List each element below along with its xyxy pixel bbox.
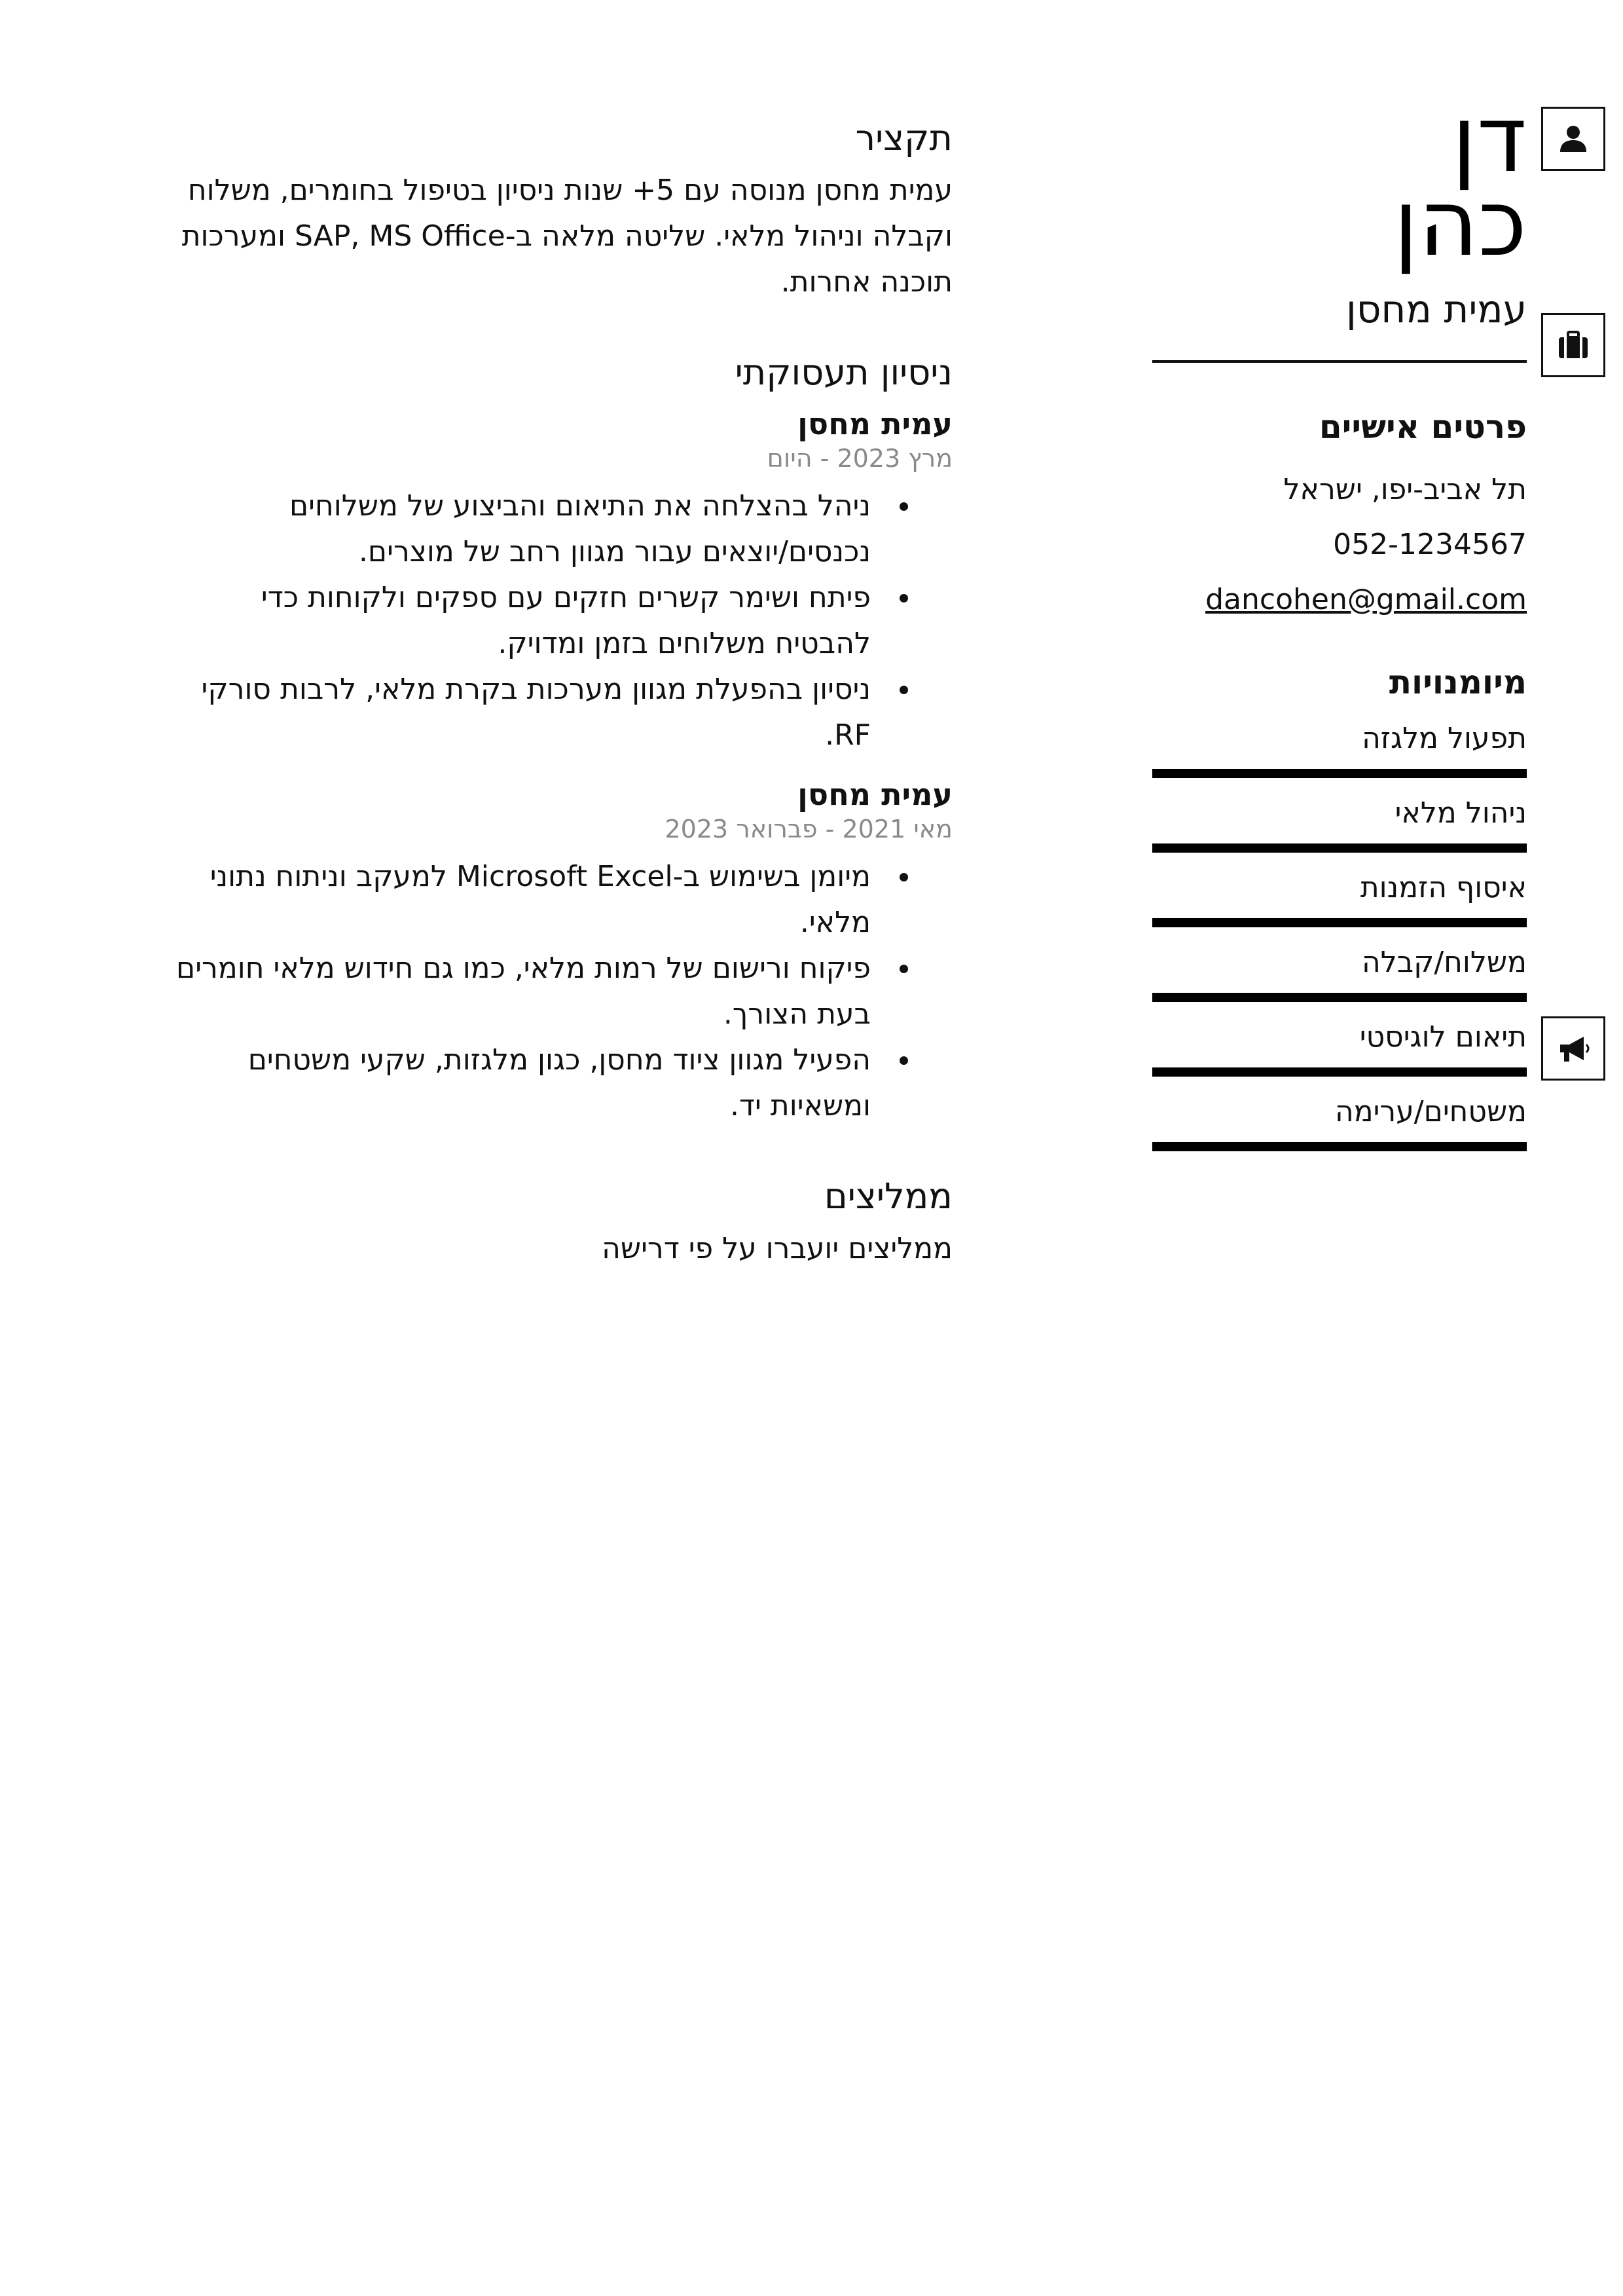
briefcase-icon bbox=[1541, 313, 1605, 377]
first-name: דן bbox=[1451, 86, 1527, 193]
skill-level-bar bbox=[1152, 1142, 1527, 1151]
skill-item bbox=[1152, 870, 1527, 927]
personal-details-heading: פרטים אישיים bbox=[1319, 408, 1527, 446]
references-heading: ממליצים bbox=[824, 1176, 953, 1217]
sidebar bbox=[1152, 86, 1527, 1151]
job-bullet: ניסיון בהפעלת מגוון מערכות בקרת מלאי, לרבות סורקי RF. bbox=[164, 667, 953, 758]
skill-label: ניהול מלאי bbox=[1395, 796, 1527, 830]
skill-item bbox=[1152, 1094, 1527, 1151]
skill-item bbox=[1152, 720, 1527, 778]
email-link[interactable]: dancohen@gmail.com bbox=[1205, 583, 1527, 616]
job-bullet: הפעיל מגוון ציוד מחסן, כגון מלגזות, שקעי משטחים ומשאיות יד. bbox=[164, 1037, 953, 1129]
location: תל אביב-יפו, ישראל bbox=[1283, 473, 1527, 506]
job-role: עמית מחסן bbox=[797, 406, 953, 441]
references-section bbox=[164, 1174, 953, 1272]
skill-level-bar bbox=[1152, 769, 1527, 778]
phone: 052-1234567 bbox=[1333, 528, 1527, 561]
job-bullets bbox=[164, 854, 953, 1129]
experience-heading: ניסיון תעסוקתי bbox=[735, 352, 953, 393]
job-dates: מרץ 2023 - היום bbox=[767, 444, 953, 473]
job-bullet: פיתח ושימר קשרים חזקים עם ספקים ולקוחות כדי להבטיח משלוחים בזמן ומדויק. bbox=[164, 575, 953, 667]
job-entry bbox=[164, 405, 953, 758]
job-title: עמית מחסן bbox=[1346, 287, 1527, 331]
skill-item bbox=[1152, 944, 1527, 1002]
title-divider bbox=[1152, 360, 1527, 363]
skill-label: משלוח/קבלה bbox=[1361, 946, 1527, 979]
skill-label: איסוף הזמנות bbox=[1360, 871, 1527, 904]
person-name bbox=[1152, 86, 1527, 277]
skills-heading: מיומנויות bbox=[1389, 663, 1527, 701]
skill-item bbox=[1152, 1019, 1527, 1077]
skill-label: תיאום לוגיסטי bbox=[1359, 1020, 1527, 1054]
summary-section bbox=[164, 115, 953, 305]
skill-level-bar bbox=[1152, 843, 1527, 853]
job-dates: מאי 2021 - פברואר 2023 bbox=[665, 815, 953, 843]
skills-list bbox=[1152, 720, 1527, 1151]
skill-item bbox=[1152, 795, 1527, 853]
skill-label: משטחים/ערימה bbox=[1334, 1095, 1527, 1128]
skill-label: תפעול מלגזה bbox=[1362, 722, 1527, 755]
summary-text: עמית מחסן מנוסה עם 5+ שנות ניסיון בטיפול בחומרים, משלוח וקבלה וניהול מלאי. שליטה מלאה ב-SAP, MS Office ומערכות תוכנה אחרות. bbox=[181, 174, 953, 299]
person-icon bbox=[1541, 107, 1605, 171]
last-name: כהן bbox=[1393, 170, 1527, 277]
job-role: עמית מחסן bbox=[797, 777, 953, 812]
job-bullets bbox=[164, 483, 953, 758]
skill-level-bar bbox=[1152, 1067, 1527, 1077]
job-bullet: פיקוח ורישום של רמות מלאי, כמו גם חידוש מלאי חומרים בעת הצורך. bbox=[164, 946, 953, 1037]
main-content bbox=[164, 115, 953, 1272]
job-bullet: ניהל בהצלחה את התיאום והביצוע של משלוחים נכנסים/יוצאים עבור מגוון רחב של מוצרים. bbox=[164, 483, 953, 575]
references-text: ממליצים יועברו על פי דרישה bbox=[602, 1232, 953, 1265]
experience-section bbox=[164, 350, 953, 1129]
megaphone-icon bbox=[1541, 1016, 1605, 1081]
job-bullet: מיומן בשימוש ב-Microsoft Excel למעקב וניתוח נתוני מלאי. bbox=[164, 854, 953, 946]
summary-heading: תקציר bbox=[855, 117, 953, 158]
job-entry bbox=[164, 775, 953, 1129]
skill-level-bar bbox=[1152, 993, 1527, 1002]
skill-level-bar bbox=[1152, 918, 1527, 927]
